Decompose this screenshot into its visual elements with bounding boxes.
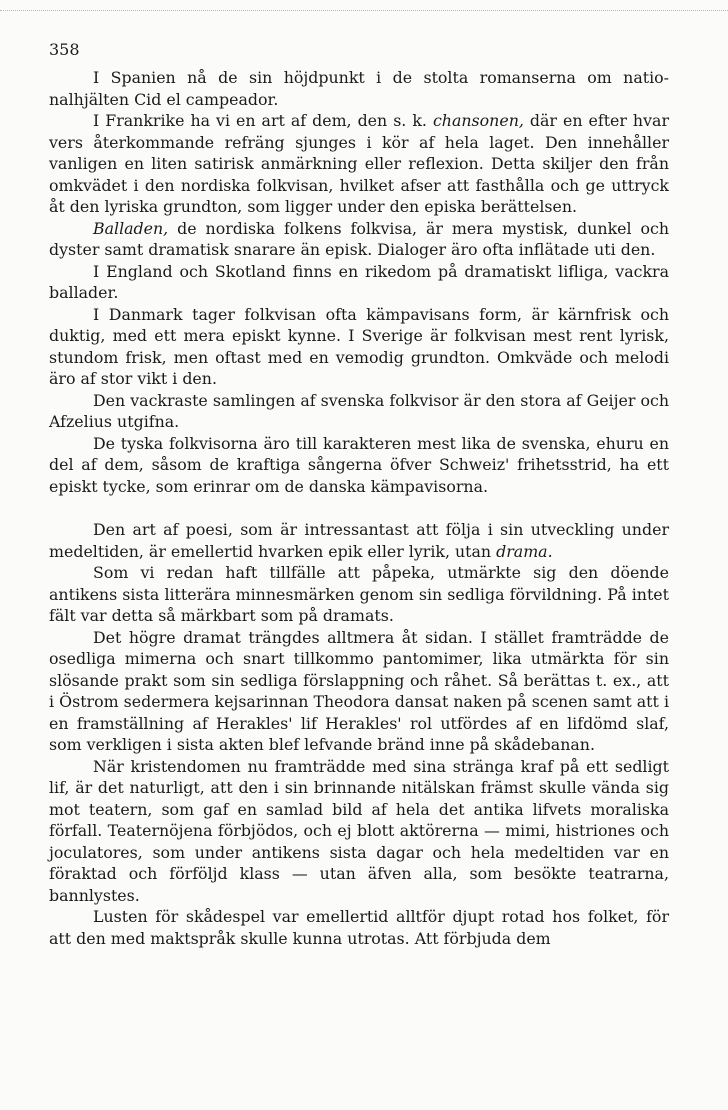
text-run: De tyska folkvisorna äro till karakteren mest lika de svenska, ehuru en del af dem, såsom de kraftiga sångerna öfver Schweiz' frihetsstrid, ha ett episkt tycke, som erinrar om de danska kämpavisorna. <box>49 433 669 496</box>
paragraph <box>49 67 669 110</box>
italic-term: chansonen, <box>432 111 524 130</box>
page-number: 358 <box>49 40 80 59</box>
paragraph <box>49 218 669 261</box>
paragraph <box>49 433 669 498</box>
paragraph <box>49 906 669 949</box>
paragraph <box>49 627 669 756</box>
text-run: där en efter hvar vers återkommande refräng sjunges i kör af hela laget. Den innehåller vanligen en liten satirisk anmärkning eller reflexion. Detta skiljer den från omkvädet i den nordiska folkvisan, hvilket afser att fasthålla och ge uttryck åt den lyriska grundton, som ligger under den episka berättelsen. <box>49 111 670 216</box>
italic-term: drama. <box>496 541 553 561</box>
text-run: de nordiska folkens folkvisa, är mera mystisk, dunkel och dyster samt dramatisk snarare än episk. Dialoger äro ofta inflätade uti den. <box>49 218 669 259</box>
text-run: I Frankrike ha vi en art af dem, den s. k. <box>93 111 433 130</box>
text-run: I Spanien nå de sin höjdpunkt i de stolta romanserna om nationalhjälten Cid el campeador. <box>49 68 669 109</box>
paragraph <box>49 756 669 907</box>
book-page <box>49 40 669 949</box>
text-run: I England och Skotland finns en rikedom på dramatiskt lifliga, vackra ballader. <box>49 261 669 302</box>
text-run: I Danmark tager folkvisan ofta kämpavisans form, är kärnfrisk och duktig, med ett mera episkt kynne. I Sverige är folkvisan mest rent lyrisk, stundom frisk, men oftast med en vemodig grundton. Omkväde och melodi äro af stor vikt i den. <box>49 304 669 388</box>
text-run: Det högre dramat trängdes alltmera åt sidan. I stället framträdde de osedliga mimerna och snart tillkommo pantomimer, lika utmärkta för sin slösande prakt som sin sedliga förslappning och råhet. Så berättas t. ex., att i Östrom sedermera kejsarinnan Theodora dansat naken på scenen samt att i en framställning af Herakles' lif Herakles' rol utfördes af en lifdömd slaf, som verkligen i sista akten blef lefvande bränd inne på skådebanan. <box>49 627 669 754</box>
top-edge-rule <box>0 10 728 11</box>
paragraph <box>49 304 669 390</box>
text-run: Den vackraste samlingen af svenska folkvisor är den stora af Geijer och Afzelius utgifna. <box>49 390 669 431</box>
paragraph <box>49 390 669 433</box>
paragraph <box>49 519 669 562</box>
paragraph <box>49 110 669 218</box>
paragraph <box>49 562 669 627</box>
text-run: Den art af poesi, som är intressantast att följa i sin utveckling under medeltiden, är emellertid hvarken epik eller lyrik, utan <box>49 520 669 561</box>
text-run: Som vi redan haft tillfälle att påpeka, utmärkte sig den döende antikens sista litterära minnesmärken genom sin sedliga förvildning. På intet fält var detta så märkbart som på dramats. <box>49 563 669 625</box>
italic-term: Balladen, <box>93 218 169 238</box>
text-run: När kristendomen nu framträdde med sina stränga kraf på ett sedligt lif, är det naturligt, att den i sin brinnande nitälskan främst skulle vända sig mot teatern, som gaf en samlad bild af hela det antika lifvets moraliska förfall. Teaternöjena förbjödos, och ej blott aktörerna — mimi, histriones och joculatores, som under antikens sista dagar och hela medeltiden var en föraktad och förföljd klass — utan äfven alla, som besökte teatrarna, bannlystes. <box>49 756 669 905</box>
section-break <box>49 497 669 519</box>
body-text <box>49 67 669 949</box>
paragraph <box>49 261 669 304</box>
text-run: Lusten för skådespel var emellertid alltför djupt rotad hos folket, för att den med maktspråk skulle kunna utrotas. Att förbjuda dem <box>49 907 669 948</box>
